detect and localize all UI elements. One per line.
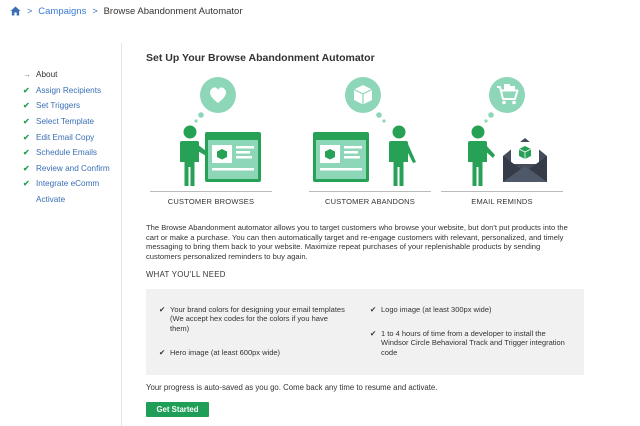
illustration-caption: CUSTOMER BROWSES <box>167 197 255 206</box>
illustration-email-reminds <box>437 70 567 206</box>
caption-divider <box>150 191 272 192</box>
illustration-customer-browses <box>146 70 276 206</box>
heart-thought-icon <box>194 77 236 123</box>
requirement-item: ✔ Your brand colors for designing your email templates (We accept hex codes for the colors if you have them) <box>159 305 345 333</box>
check-icon: ✔ <box>23 85 30 95</box>
description-line: cart or make a purchase. You can then automatically target and re-engage customers with relevant, personalized, and timely <box>146 232 564 242</box>
sidebar-item-integrate-ecomm[interactable] <box>23 176 123 192</box>
sidebar-item-activate[interactable] <box>23 192 123 208</box>
browser-window-icon <box>313 132 369 182</box>
sidebar-item-select-template[interactable] <box>23 114 123 130</box>
check-icon: ✔ <box>23 179 30 189</box>
customer-abandons-illustration <box>305 70 435 192</box>
sidebar-item-label: Activate <box>36 195 66 205</box>
caption-divider <box>309 191 431 192</box>
person-walking-away-icon <box>389 126 416 187</box>
sidebar-item-label: Set Triggers <box>36 101 81 111</box>
check-icon: ✔ <box>23 101 30 111</box>
breadcrumb-campaigns-link[interactable]: Campaigns <box>38 5 87 17</box>
sidebar-item-review-and-confirm[interactable] <box>23 161 123 177</box>
box-thought-icon <box>345 77 386 123</box>
envelope-icon <box>503 138 547 182</box>
description-line: customers personalized reminders to buy again. <box>146 251 308 261</box>
email-reminds-illustration <box>437 70 567 192</box>
sidebar-divider <box>121 43 122 426</box>
check-icon: ✔ <box>23 148 30 158</box>
sidebar-item-schedule-emails[interactable] <box>23 145 123 161</box>
person-icon <box>468 126 495 187</box>
check-icon: ✔ <box>23 132 30 142</box>
page-title: Set Up Your Browse Abandonment Automator <box>146 52 375 64</box>
autosave-note: Your progress is auto-saved as you go. Come back any time to resume and activate. <box>146 383 438 392</box>
check-icon: ✔ <box>23 117 30 127</box>
sidebar-item-label: Edit Email Copy <box>36 132 95 142</box>
sidebar-item-about[interactable] <box>23 67 123 83</box>
sidebar-item-label: Assign Recipients <box>36 85 102 95</box>
check-icon: ✔ <box>159 348 166 357</box>
sidebar-item-assign-recipients[interactable] <box>23 83 123 99</box>
sidebar-item-edit-email-copy[interactable] <box>23 129 123 145</box>
automator-description <box>146 223 596 261</box>
breadcrumb-current: Browse Abandonment Automator <box>103 5 243 17</box>
caption-divider <box>441 191 563 192</box>
cart-thought-icon <box>484 77 525 123</box>
sidebar-item-label: Select Template <box>36 117 95 127</box>
check-icon: ✔ <box>370 329 377 338</box>
check-icon: ✔ <box>23 163 30 173</box>
sidebar-steps <box>23 67 123 207</box>
get-started-button[interactable]: Get Started <box>146 402 209 417</box>
requirement-item: ✔ Logo image (at least 300px wide) <box>370 305 492 314</box>
breadcrumb-separator: > <box>92 6 98 16</box>
home-icon[interactable] <box>10 6 21 16</box>
sidebar-item-label: About <box>36 70 58 80</box>
check-icon: ✔ <box>370 305 377 314</box>
description-line: messaging to bring them back to your website. Maximize repeat purchases of your replenishable products by sending <box>146 242 541 252</box>
requirement-item: ✔ Hero image (at least 600px wide) <box>159 348 281 357</box>
breadcrumb <box>10 4 243 18</box>
illustration-caption: CUSTOMER ABANDONS <box>325 197 415 206</box>
description-line: The Browse Abandonment automator allows you to target customers who browse your website, but don't put products into the <box>146 223 568 232</box>
breadcrumb-separator: > <box>27 6 33 16</box>
check-icon: ✔ <box>159 305 166 314</box>
sidebar-item-set-triggers[interactable] <box>23 98 123 114</box>
sidebar-item-label: Integrate eComm <box>36 179 100 189</box>
arrow-right-icon: → <box>23 70 31 80</box>
customer-browses-illustration <box>146 70 276 192</box>
requirement-item: ✔ 1 to 4 hours of time from a developer to install the Windsor Circle Behavioral Track and Trigger integration code <box>370 329 565 357</box>
sidebar-item-label: Review and Confirm <box>36 163 110 173</box>
illustration-customer-abandons <box>305 70 435 206</box>
illustration-caption: EMAIL REMINDS <box>471 197 533 206</box>
needs-heading: WHAT YOU'LL NEED <box>146 270 226 279</box>
sidebar-item-label: Schedule Emails <box>36 148 97 158</box>
browser-window-icon <box>205 132 261 182</box>
requirements-panel <box>146 289 584 375</box>
